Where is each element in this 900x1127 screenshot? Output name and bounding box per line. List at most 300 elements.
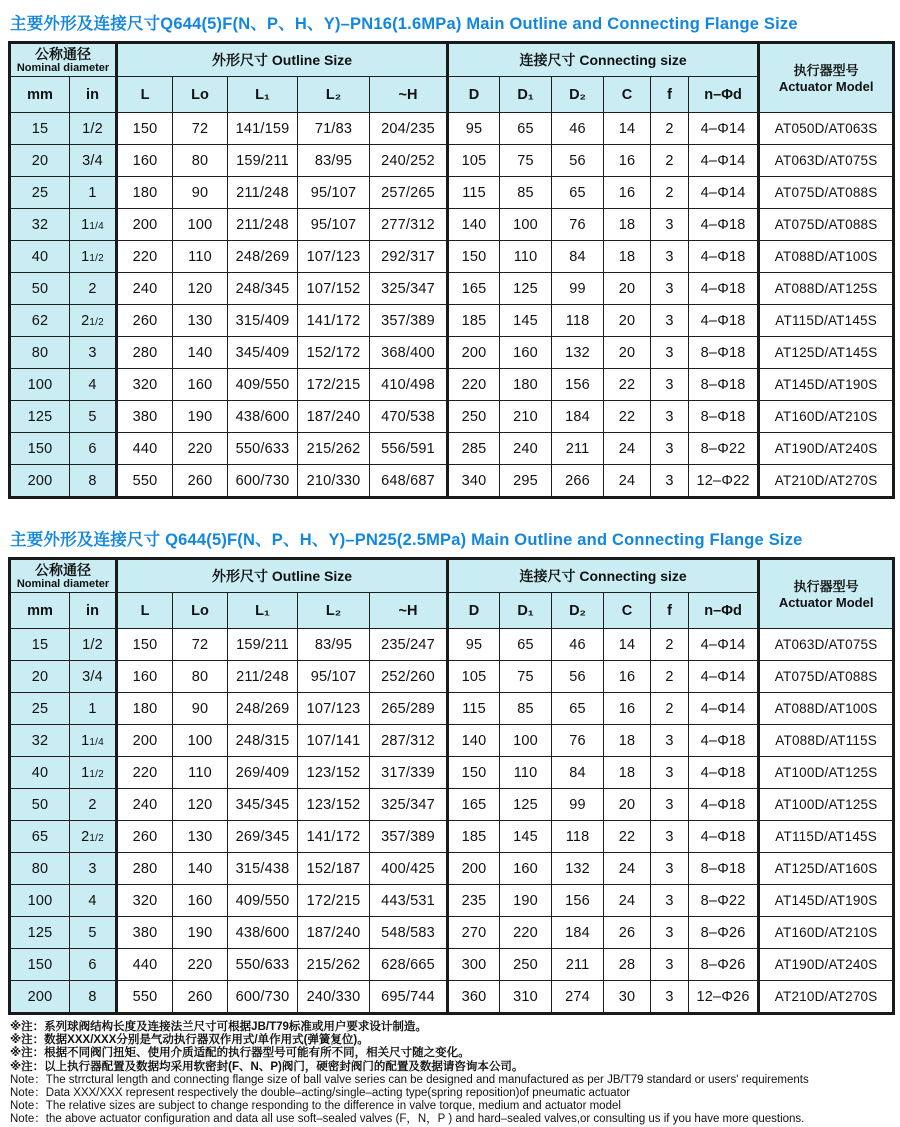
col-header-L: L: [117, 593, 173, 629]
table-cell: 84: [552, 757, 604, 789]
table-cell: 600/730: [228, 465, 298, 498]
table-cell: 110: [173, 241, 228, 273]
nominal-diameter-zh: 公称通径: [35, 561, 91, 578]
table-cell: 240/330: [298, 981, 370, 1014]
table-cell: 235/247: [370, 629, 448, 661]
table-cell: 125: [500, 273, 552, 305]
table-cell: 160: [500, 853, 552, 885]
table-cell: 3: [651, 725, 689, 757]
table-cell: 100: [173, 209, 228, 241]
actuator-model-cell: AT075D/AT088S: [759, 209, 894, 241]
table-cell: 211: [552, 433, 604, 465]
table-cell: 15: [10, 629, 70, 661]
table-cell: 123/152: [298, 789, 370, 821]
table-cell: 3: [651, 949, 689, 981]
table-cell: 2: [651, 693, 689, 725]
table-cell: 25: [10, 177, 70, 209]
table-row: [10, 821, 894, 853]
table-cell: 340: [448, 465, 500, 498]
table-cell: 4–Φ14: [689, 145, 759, 177]
table-cell: 315/438: [228, 853, 298, 885]
table-row: [10, 209, 894, 241]
table-cell: 8–Φ18: [689, 401, 759, 433]
table-cell: 130: [173, 305, 228, 337]
table-cell: 200: [117, 725, 173, 757]
table-row: [10, 853, 894, 885]
actuator-model-header: [759, 43, 894, 113]
table-cell: 32: [10, 725, 70, 757]
table-cell: 99: [552, 273, 604, 305]
table-cell: 8–Φ22: [689, 433, 759, 465]
table-cell: 65: [552, 177, 604, 209]
table-cell: 150: [117, 113, 173, 145]
table-row: [10, 305, 894, 337]
table-cell: 62: [10, 305, 70, 337]
actuator-model-cell: AT063D/AT075S: [759, 629, 894, 661]
col-header-L2: L₂: [298, 593, 370, 629]
table-cell: 5: [70, 401, 117, 433]
table-cell: 292/317: [370, 241, 448, 273]
table-cell: 8–Φ18: [689, 369, 759, 401]
actuator-model-cell: AT190D/AT240S: [759, 433, 894, 465]
table-row: [10, 401, 894, 433]
table-cell: 440: [117, 949, 173, 981]
table-cell: 85: [500, 693, 552, 725]
table-cell: 145: [500, 305, 552, 337]
table-cell: 105: [448, 145, 500, 177]
table-cell: 3: [651, 337, 689, 369]
table-cell: 110: [500, 241, 552, 273]
table-cell: 15: [10, 113, 70, 145]
table-cell: 22: [604, 821, 651, 853]
note-line: Note：Data XXX/XXX represent respectively the double–acting/single–acting type(spring reposition)of pneumatic actuator: [10, 1087, 631, 1100]
table-cell: 71/83: [298, 113, 370, 145]
table-cell: 76: [552, 725, 604, 757]
table-cell: 65: [500, 113, 552, 145]
table-cell: 180: [117, 693, 173, 725]
table-cell: 4–Φ18: [689, 209, 759, 241]
table-cell: 8: [70, 981, 117, 1014]
table-cell: 2: [651, 113, 689, 145]
table-row: [10, 885, 894, 917]
table-cell: 269/345: [228, 821, 298, 853]
table-cell: 220: [173, 433, 228, 465]
note-line: Note：the above actuator configuration and data all use soft–sealed valves (F，N，P ) and hard–sealed valves,or consulting us if you have more questions.: [10, 1113, 805, 1126]
table-cell: 72: [173, 113, 228, 145]
table-cell: 357/389: [370, 305, 448, 337]
table-cell: 187/240: [298, 401, 370, 433]
table-cell: 4–Φ18: [689, 789, 759, 821]
table-cell: 80: [173, 145, 228, 177]
table-cell: 100: [173, 725, 228, 757]
table-cell: 140: [448, 725, 500, 757]
outline-size-header: 外形尺寸 Outline Size: [117, 43, 448, 77]
col-header-mm: mm: [10, 77, 70, 113]
table-cell: 22: [604, 369, 651, 401]
table-cell: 270: [448, 917, 500, 949]
table-cell: 3: [651, 209, 689, 241]
table-cell: 4–Φ18: [689, 305, 759, 337]
table-cell: 211: [552, 949, 604, 981]
table-cell: 220: [117, 757, 173, 789]
table-cell: 83/95: [298, 629, 370, 661]
table-cell: 600/730: [228, 981, 298, 1014]
col-header-f: f: [651, 593, 689, 629]
table-cell: 160: [117, 145, 173, 177]
table-cell: 185: [448, 821, 500, 853]
table-cell: 150: [117, 629, 173, 661]
nominal-diameter-header: [10, 559, 117, 593]
table-cell: 357/389: [370, 821, 448, 853]
table-cell: 16: [604, 177, 651, 209]
table-cell: 556/591: [370, 433, 448, 465]
table-cell: 248/345: [228, 273, 298, 305]
col-header-Lo: Lo: [173, 593, 228, 629]
table-cell: 3: [651, 821, 689, 853]
table-cell: 105: [448, 661, 500, 693]
table-cell: 24: [604, 885, 651, 917]
table-cell: 266: [552, 465, 604, 498]
table-row: [10, 661, 894, 693]
note-line: ※注：以上执行器配置及数据均采用软密封(F、N、P)阀门，硬密封阀门的配置及数据请咨询本公司。: [10, 1060, 524, 1073]
actuator-model-cell: AT145D/AT190S: [759, 885, 894, 917]
table-row: [10, 337, 894, 369]
table-cell: 184: [552, 917, 604, 949]
table-cell: 4–Φ14: [689, 629, 759, 661]
table-cell: 150: [448, 757, 500, 789]
actuator-model-cell: AT050D/AT063S: [759, 113, 894, 145]
table-cell: 75: [500, 661, 552, 693]
table-cell: 190: [173, 917, 228, 949]
table-cell: 260: [117, 305, 173, 337]
col-header-L2: L₂: [298, 77, 370, 113]
table-cell: 2: [651, 629, 689, 661]
table-cell: 360: [448, 981, 500, 1014]
table-cell: 628/665: [370, 949, 448, 981]
table-cell: 21/2: [70, 821, 117, 853]
table-cell: 2: [651, 661, 689, 693]
table-cell: 65: [10, 821, 70, 853]
actuator-model-en: Actuator Model: [778, 594, 874, 610]
table-cell: 240: [117, 789, 173, 821]
table-cell: 80: [173, 661, 228, 693]
table-cell: 14: [604, 629, 651, 661]
table-cell: 152/187: [298, 853, 370, 885]
table-cell: 409/550: [228, 369, 298, 401]
table-cell: 8–Φ26: [689, 949, 759, 981]
table-cell: 3: [651, 241, 689, 273]
table-cell: 20: [604, 789, 651, 821]
table-cell: 325/347: [370, 789, 448, 821]
col-header-L1: L₁: [228, 593, 298, 629]
table-cell: 150: [10, 433, 70, 465]
table-cell: 25: [10, 693, 70, 725]
table-cell: 107/123: [298, 241, 370, 273]
table-cell: 40: [10, 241, 70, 273]
table-cell: 115: [448, 177, 500, 209]
table-cell: 141/172: [298, 821, 370, 853]
table-cell: 125: [10, 917, 70, 949]
table-cell: 190: [173, 401, 228, 433]
table-cell: 4–Φ14: [689, 113, 759, 145]
table-cell: 11/2: [70, 757, 117, 789]
footnotes-zh: [10, 1021, 892, 1074]
table-cell: 107/141: [298, 725, 370, 757]
table-cell: 211/248: [228, 177, 298, 209]
table-cell: 24: [604, 465, 651, 498]
table-cell: 140: [173, 337, 228, 369]
table-cell: 18: [604, 757, 651, 789]
table-cell: 159/211: [228, 145, 298, 177]
col-header-in: in: [70, 593, 117, 629]
table-cell: 550/633: [228, 949, 298, 981]
table-cell: 26: [604, 917, 651, 949]
table-row: [10, 789, 894, 821]
table-cell: 99: [552, 789, 604, 821]
table-cell: 132: [552, 853, 604, 885]
footnotes: [10, 1021, 892, 1127]
table-cell: 6: [70, 949, 117, 981]
table-cell: 107/152: [298, 273, 370, 305]
col-header-nPhid: n–Φd: [689, 593, 759, 629]
pn25-spec-table: [8, 557, 895, 1015]
actuator-model-cell: AT145D/AT190S: [759, 369, 894, 401]
table-cell: 65: [500, 629, 552, 661]
table-cell: 200: [117, 209, 173, 241]
table-row: [10, 273, 894, 305]
table-cell: 150: [10, 949, 70, 981]
table-cell: 3: [651, 465, 689, 498]
table-cell: 3/4: [70, 145, 117, 177]
actuator-model-cell: AT115D/AT145S: [759, 821, 894, 853]
table-row: [10, 177, 894, 209]
table-cell: 4–Φ18: [689, 273, 759, 305]
table-cell: 3: [651, 981, 689, 1014]
table-cell: 30: [604, 981, 651, 1014]
table-row: [10, 145, 894, 177]
note-line: ※注：数据XXX/XXX分别是气动执行器双作用式/单作用式(弹簧复位)。: [10, 1034, 369, 1047]
table-cell: 4–Φ18: [689, 821, 759, 853]
table-cell: 172/215: [298, 885, 370, 917]
table-cell: 76: [552, 209, 604, 241]
table-cell: 3: [651, 885, 689, 917]
table-cell: 300: [448, 949, 500, 981]
table-cell: 368/400: [370, 337, 448, 369]
table-cell: 160: [173, 369, 228, 401]
table-cell: 180: [117, 177, 173, 209]
table-cell: 20: [10, 145, 70, 177]
table-cell: 152/172: [298, 337, 370, 369]
table-cell: 315/409: [228, 305, 298, 337]
table-row: [10, 241, 894, 273]
col-header-D2: D₂: [552, 77, 604, 113]
actuator-model-cell: AT125D/AT160S: [759, 853, 894, 885]
table-cell: 409/550: [228, 885, 298, 917]
table-cell: 118: [552, 305, 604, 337]
table-cell: 95/107: [298, 209, 370, 241]
table-cell: 220: [117, 241, 173, 273]
pn16-spec-table: [8, 41, 895, 499]
table-cell: 4–Φ14: [689, 177, 759, 209]
table-cell: 4–Φ14: [689, 693, 759, 725]
actuator-model-cell: AT075D/AT088S: [759, 661, 894, 693]
table-cell: 165: [448, 273, 500, 305]
table-cell: 125: [10, 401, 70, 433]
pn25-table-body: [10, 629, 894, 1014]
table-row: [10, 433, 894, 465]
table-cell: 400/425: [370, 853, 448, 885]
actuator-model-cell: AT100D/AT125S: [759, 757, 894, 789]
col-header-D: D: [448, 77, 500, 113]
actuator-model-cell: AT210D/AT270S: [759, 981, 894, 1014]
actuator-model-cell: AT160D/AT210S: [759, 917, 894, 949]
table-cell: 260: [117, 821, 173, 853]
table-cell: 235: [448, 885, 500, 917]
table-cell: 310: [500, 981, 552, 1014]
table-cell: 20: [604, 337, 651, 369]
table-cell: 2: [70, 273, 117, 305]
table-cell: 269/409: [228, 757, 298, 789]
table-cell: 185: [448, 305, 500, 337]
table-cell: 50: [10, 789, 70, 821]
table-cell: 2: [651, 177, 689, 209]
table-cell: 160: [500, 337, 552, 369]
table-cell: 250: [500, 949, 552, 981]
col-header-D1: D₁: [500, 593, 552, 629]
table-cell: 16: [604, 661, 651, 693]
table-cell: 380: [117, 401, 173, 433]
table-cell: 240/252: [370, 145, 448, 177]
table-cell: 110: [500, 757, 552, 789]
table-cell: 46: [552, 629, 604, 661]
table-row: [10, 757, 894, 789]
col-header-mm: mm: [10, 593, 70, 629]
table-cell: 410/498: [370, 369, 448, 401]
table-cell: 345/409: [228, 337, 298, 369]
table-cell: 190: [500, 885, 552, 917]
table-cell: 3: [651, 369, 689, 401]
table-cell: 123/152: [298, 757, 370, 789]
table-cell: 325/347: [370, 273, 448, 305]
table-cell: 3: [651, 757, 689, 789]
table-cell: 550/633: [228, 433, 298, 465]
table-cell: 204/235: [370, 113, 448, 145]
table-cell: 4–Φ18: [689, 757, 759, 789]
table-cell: 4–Φ18: [689, 725, 759, 757]
table-cell: 130: [173, 821, 228, 853]
table-cell: 80: [10, 853, 70, 885]
table-cell: 24: [604, 853, 651, 885]
table-cell: 6: [70, 433, 117, 465]
table-cell: 250: [448, 401, 500, 433]
table-cell: 4: [70, 885, 117, 917]
actuator-model-en: Actuator Model: [778, 78, 874, 94]
table-cell: 184: [552, 401, 604, 433]
table-cell: 84: [552, 241, 604, 273]
table-row: [10, 693, 894, 725]
col-header-L1: L₁: [228, 77, 298, 113]
table-cell: 257/265: [370, 177, 448, 209]
table-cell: 120: [173, 273, 228, 305]
table-cell: 248/269: [228, 241, 298, 273]
footnotes-en: [10, 1074, 892, 1127]
col-header-H: ~H: [370, 77, 448, 113]
pn25-table-title: 主要外形及连接尺寸 Q644(5)F(N、P、H、Y)–PN25(2.5MPa) Main Outline and Connecting Flange Size: [10, 531, 803, 549]
table-cell: 115: [448, 693, 500, 725]
table-cell: 440: [117, 433, 173, 465]
table-cell: 95: [448, 113, 500, 145]
table-cell: 95/107: [298, 177, 370, 209]
table-cell: 1: [70, 693, 117, 725]
table-cell: 160: [117, 661, 173, 693]
table-cell: 4–Φ14: [689, 661, 759, 693]
table-cell: 156: [552, 369, 604, 401]
table-cell: 32: [10, 209, 70, 241]
table-row: [10, 949, 894, 981]
table-cell: 3: [651, 789, 689, 821]
table-cell: 141/172: [298, 305, 370, 337]
table-cell: 220: [448, 369, 500, 401]
nominal-diameter-zh: 公称通径: [35, 45, 91, 62]
table-cell: 14: [604, 113, 651, 145]
table-cell: 145: [500, 821, 552, 853]
actuator-model-cell: AT088D/AT100S: [759, 241, 894, 273]
table-cell: 210/330: [298, 465, 370, 498]
table-cell: 550: [117, 465, 173, 498]
pn16-table-body: [10, 113, 894, 498]
table-row: [10, 629, 894, 661]
table-cell: 200: [448, 853, 500, 885]
table-cell: 550: [117, 981, 173, 1014]
table-cell: 220: [500, 917, 552, 949]
table-cell: 3: [70, 337, 117, 369]
table-cell: 3: [651, 853, 689, 885]
table-cell: 85: [500, 177, 552, 209]
table-cell: 8–Φ18: [689, 853, 759, 885]
col-header-in: in: [70, 77, 117, 113]
table-cell: 16: [604, 145, 651, 177]
table-cell: 3: [70, 853, 117, 885]
table-cell: 260: [173, 465, 228, 498]
table-cell: 20: [604, 305, 651, 337]
col-header-C: C: [604, 77, 651, 113]
table-cell: 11/4: [70, 725, 117, 757]
table-cell: 2: [651, 145, 689, 177]
table-cell: 215/262: [298, 949, 370, 981]
col-header-nPhid: n–Φd: [689, 77, 759, 113]
table-cell: 470/538: [370, 401, 448, 433]
table-cell: 695/744: [370, 981, 448, 1014]
table-cell: 46: [552, 113, 604, 145]
note-line: Note：The strrctural length and connecting flange size of ball valve series can be designed and manufactured as per JB/T79 standard or users' requirements: [10, 1073, 809, 1086]
table-cell: 295: [500, 465, 552, 498]
table-cell: 187/240: [298, 917, 370, 949]
table-cell: 65: [552, 693, 604, 725]
table-cell: 280: [117, 337, 173, 369]
table-cell: 648/687: [370, 465, 448, 498]
actuator-model-zh: 执行器型号: [793, 578, 859, 594]
table-cell: 200: [10, 981, 70, 1014]
table-cell: 200: [448, 337, 500, 369]
table-cell: 8–Φ18: [689, 337, 759, 369]
table-cell: 248/269: [228, 693, 298, 725]
actuator-model-cell: AT190D/AT240S: [759, 949, 894, 981]
table-cell: 380: [117, 917, 173, 949]
table-cell: 2: [70, 789, 117, 821]
table-row: [10, 465, 894, 498]
actuator-model-cell: AT088D/AT115S: [759, 725, 894, 757]
table-cell: 4: [70, 369, 117, 401]
